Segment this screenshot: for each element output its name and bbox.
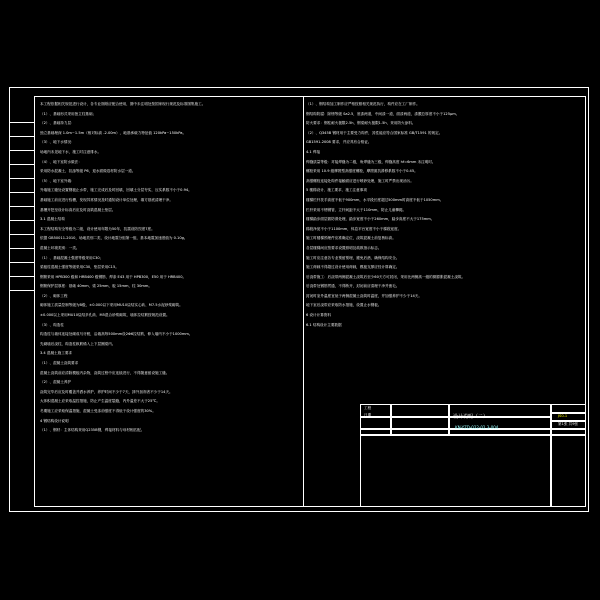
title-block-line bbox=[360, 434, 586, 436]
text-line: 钢结构防腐：除锈等级 Sa2.5，底漆两道，中间漆一道，面漆两道，漆膜总厚度不小于125μm。 bbox=[306, 111, 460, 116]
strip-cell bbox=[9, 248, 34, 260]
binding-margin-strip bbox=[9, 122, 34, 302]
strip-cell bbox=[9, 290, 34, 302]
text-line: 外墙施工缝处设置钢板止水带，施工完成后及时回填，回填土分层夯实，压实系数不小于0.94。 bbox=[40, 188, 192, 193]
text-line: 钢筋采用 HPB300 级和 HRB400 级钢筋，焊条 E43 用于 HPB300，E50 用于 HRB400。 bbox=[40, 274, 187, 279]
text-line: 栏杆采用不锈钢管，立杆间距不大于110mm，防止儿童攀爬。 bbox=[306, 207, 407, 212]
text-line: 梯段净宽不小于1100mm，休息平台宽度不小于梯段宽度。 bbox=[306, 226, 402, 231]
text-line: 6 设计计算资料 bbox=[306, 313, 331, 318]
text-line: 先砌墙后浇柱，构造柱纵筋锚入上下层圈梁内。 bbox=[40, 341, 116, 346]
strip-cell bbox=[9, 206, 34, 218]
strip-cell bbox=[9, 276, 34, 288]
text-line: 基础施工前应进行验槽，发现异常情况及时通知设计单位处理，填方基底清理干净。 bbox=[40, 197, 173, 202]
text-line: 焊缝质量等级：对接焊缝为二级，角焊缝为三级，焊缝高度 hf=6mm 未注明时。 bbox=[306, 159, 436, 164]
text-line: 施工时应注意各专业预留预埋，避免后凿，确保结构安全。 bbox=[306, 255, 400, 260]
text-line: （1）、基础混凝土强度等级采用C30； bbox=[40, 255, 104, 260]
drawing-code: KN-YZD-022-02.3-004 bbox=[455, 425, 499, 430]
text-line: 6.1 结构设计主要数据 bbox=[306, 322, 342, 327]
text-line: （3）、地下水情况： bbox=[40, 140, 75, 145]
sheet-count: 第1张 共9张 bbox=[558, 422, 579, 426]
text-line: 砌体施工质量控制等级为B级，±0.000以下采用MU10烧结实心砖、M7.5水泥砂浆砌筑。 bbox=[40, 303, 183, 308]
text-line: 冬期施工应采取保温措施，混凝土受冻前强度不得低于设计强度的30%。 bbox=[40, 409, 156, 413]
sheet-number: JS0-1 bbox=[558, 414, 568, 418]
text-line: 后浇带处钢筋贯通，不得断开，封闭前应清理干净并凿毛。 bbox=[306, 284, 400, 289]
text-line: 本工程依据相关规范进行设计，各专业图纸应配合使用，图中未注明处按国家现行规范及标准图集施工。 bbox=[40, 102, 206, 106]
text-line: 楼梯踏步面层做防滑处理，踏步宽度不小于260mm，踏步高度不大于175mm。 bbox=[306, 217, 435, 222]
text-line: 施工时楼梯预埋件应准确定位，浇筑混凝土前复核标高。 bbox=[306, 236, 396, 241]
date-cell: 日期 bbox=[364, 413, 372, 417]
text-line: 浇筑完毕后应及时覆盖并洒水养护，养护时间不少于7天，掺外加剂者不少于14天。 bbox=[40, 389, 173, 394]
text-line: 4.1 焊接 bbox=[306, 149, 321, 154]
strip-cell bbox=[9, 164, 34, 176]
text-line: 构造柱与墙体连接处砌成马牙槎，沿墙高每500mm设2Φ6拉结筋，伸入墙内不小于1000mm。 bbox=[40, 332, 193, 337]
text-line: （5）、地下室外墙： bbox=[40, 178, 75, 183]
text-line: 5 楼梯设计、施工要求、施工注意事项 bbox=[306, 188, 367, 193]
text-line: （2）、基础持力层： bbox=[40, 121, 75, 126]
text-line: （3）、构造柱 bbox=[40, 322, 64, 327]
strip-cell bbox=[9, 234, 34, 246]
text-line: 3.4 混凝土施工要求 bbox=[40, 351, 73, 356]
column-divider bbox=[303, 96, 304, 507]
right-text-column bbox=[306, 100, 582, 350]
text-line: 大体积混凝土应采取温控措施，防止产生温度裂缝，内外温差不大于25℃。 bbox=[40, 399, 161, 404]
text-line: （1）、混凝土浇筑要求 bbox=[40, 361, 79, 366]
text-line: 封闭时室外温度宜低于两侧混凝土浇筑时温度，并加强养护不少于14天。 bbox=[306, 293, 422, 298]
text-line: 4 钢结构设计说明 bbox=[40, 418, 69, 423]
text-line: （4）、地下室防水做法： bbox=[40, 159, 82, 164]
strip-cell bbox=[9, 136, 34, 148]
text-line: ±0.000以上采用MU10烧结多孔砖、M5混合砂浆砌筑，墙体拉结筋按规范设置。 bbox=[40, 313, 170, 318]
strip-cell bbox=[9, 192, 34, 204]
drawing-title: 设计说明（二） bbox=[453, 414, 489, 420]
text-line: 地下室后浇带应采取防水措施，设置止水钢板。 bbox=[306, 303, 382, 308]
text-line: 后浇带施工：后浇带两侧混凝土浇筑后至少60天方可封闭，采用比两侧高一级的微膨胀混凝土浇筑。 bbox=[306, 274, 466, 279]
text-line: 混凝土浇筑前应清除模板内杂物，浇筑过程中应连续进行，不得随意留设施工缝。 bbox=[40, 370, 170, 375]
title-block-line bbox=[390, 404, 392, 434]
strip-cell bbox=[9, 150, 34, 162]
text-line: （2）、砌体工程 bbox=[40, 293, 68, 298]
text-line: 防火要求：钢柱耐火极限2.5h，钢梁耐火极限1.5h，采用防火涂料。 bbox=[306, 121, 416, 126]
text-line: 螺栓采用 10.9 级摩擦型高强度螺栓，摩擦面抗滑移系数不小于0.45。 bbox=[306, 169, 418, 174]
strip-cell bbox=[9, 262, 34, 274]
text-line: 采用防水混凝土，抗渗等级 P6，迎水面做卷材防水层一道。 bbox=[40, 169, 136, 174]
title-block-line bbox=[550, 428, 586, 430]
text-line: GB1591-2008 要求，并应具有合格证。 bbox=[306, 140, 372, 145]
strip-cell bbox=[9, 178, 34, 190]
strip-cell bbox=[9, 122, 34, 134]
text-line: 依据 GB50011-2010，场地类别二类，设计地震分组第一组，基本地震加速度值为 0.10g。 bbox=[40, 236, 188, 241]
text-line: （2）、混凝土养护 bbox=[40, 380, 72, 385]
left-text-column bbox=[40, 100, 298, 433]
text-line: 本工程结构安全等级为二级，设计使用年限为50年，抗震设防烈度7度。 bbox=[40, 226, 155, 231]
project-cell: 工程 bbox=[364, 406, 372, 410]
text-line: 施工荷载不得超过设计使用荷载，模板支撑应经计算确定。 bbox=[306, 265, 400, 270]
text-line: 梁板柱混凝土强度等级采用C30，垫层采用C15。 bbox=[40, 265, 119, 270]
text-line: （1）、钢材：主体结构采用Q235B钢，焊接材料与母材相匹配。 bbox=[40, 428, 145, 433]
text-line: 独立基础埋深 1.0m~1.5m（相对标高 -2.00m），地基承载力特征值 120kPa~150kPa。 bbox=[40, 130, 187, 135]
strip-cell bbox=[9, 220, 34, 232]
title-block-line bbox=[550, 412, 586, 414]
title-block-line bbox=[448, 404, 450, 434]
text-line: 混凝土环境类别：一类。 bbox=[40, 245, 80, 250]
text-line: 3.1 混凝土结构 bbox=[40, 217, 65, 222]
text-line: 高强螺栓连接处构件接触面应进行喷砂处理，施工时严禁出现油污。 bbox=[306, 178, 414, 183]
text-line: （1）、钢结构加工制作应严格按照相关规范执行，构件应在工厂制作。 bbox=[306, 102, 420, 106]
text-line: 钢筋保护层厚度：基础 40mm，梁 25mm，板 15mm，柱 30mm。 bbox=[40, 284, 152, 289]
text-line: 楼梯栏杆扶手高度不低于900mm，水平段长度超过500mm时高度不低于1050mm。 bbox=[306, 197, 444, 202]
text-line: 场地内未见地下水，施工时注意排水。 bbox=[40, 149, 102, 154]
text-line: 各层楼梯间应按要求设置照明及疏散指示标志。 bbox=[306, 245, 382, 250]
text-line: 基槽开挖至设计标高后应及时浇筑混凝土垫层。 bbox=[40, 207, 116, 212]
text-line: （2）、Q345B 钢材用于主要受力构件，其性能应符合国家标准 GB/T1591 的规定。 bbox=[306, 130, 443, 135]
text-line: （1）、基础形式采用独立柱基础； bbox=[40, 111, 97, 116]
